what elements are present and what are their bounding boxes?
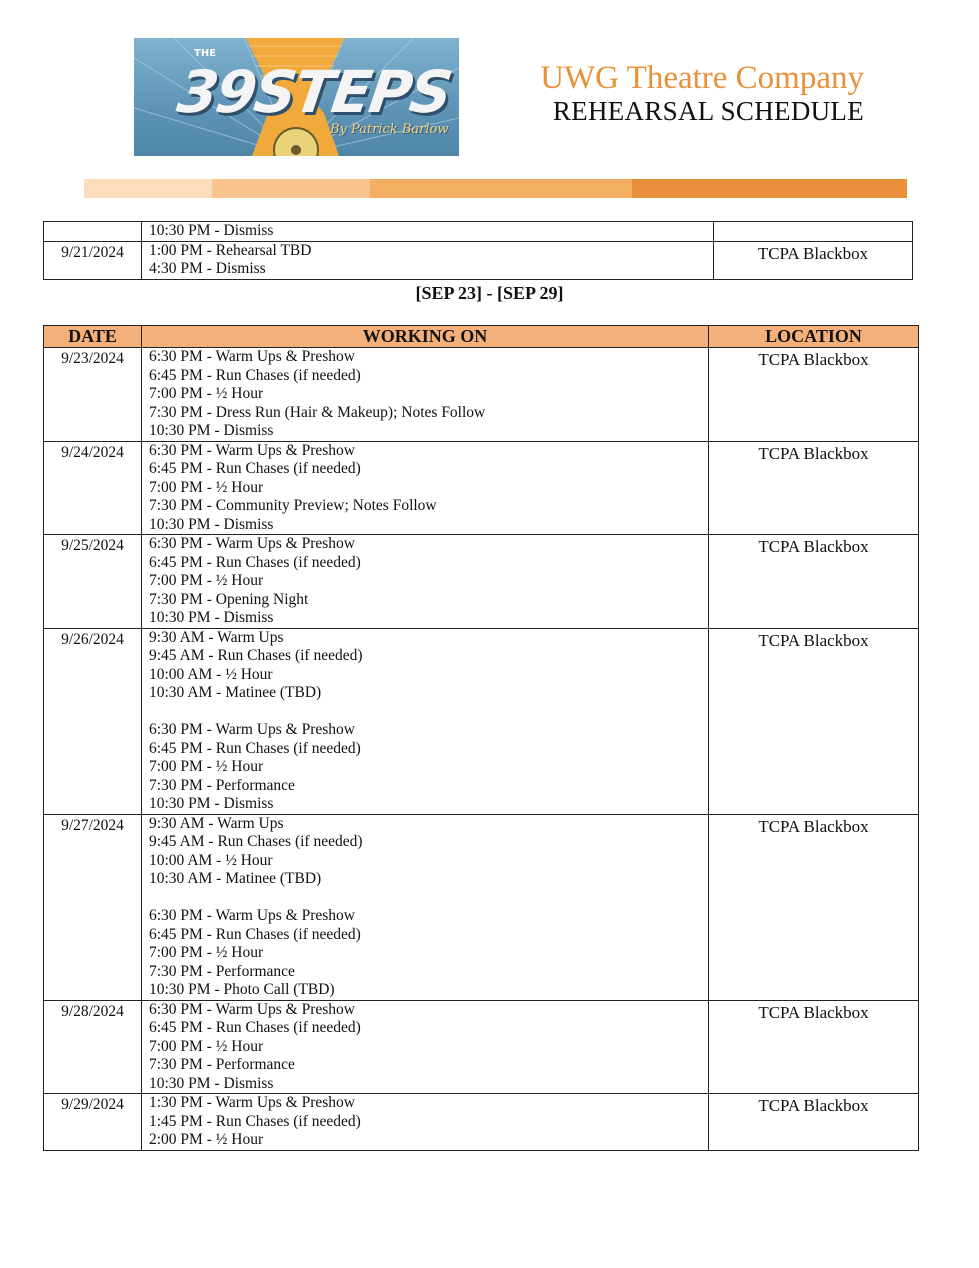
row-date: 9/25/2024 (44, 535, 142, 629)
logo-byline: By Patrick Barlow (330, 122, 449, 137)
header-location: LOCATION (709, 326, 919, 348)
activity-line: 6:30 PM - Warm Ups & Preshow (149, 907, 355, 924)
activity-line: 1:00 PM - Rehearsal TBD (149, 241, 312, 259)
table-row (44, 628, 919, 814)
activity-line: 10:30 PM - Dismiss (149, 1074, 274, 1092)
row-activities (142, 1000, 709, 1094)
activity-line: 6:45 PM - Run Chases (if needed) (149, 925, 361, 943)
activity-line: 6:45 PM - Run Chases (if needed) (149, 553, 361, 571)
accent-bar-segment (84, 179, 212, 198)
row-location: TCPA Blackbox (709, 1094, 919, 1151)
activity-line: 9:45 AM - Run Chases (if needed) (149, 833, 363, 850)
activity-line: 10:30 PM - Dismiss (149, 222, 274, 239)
table-header-row (44, 326, 919, 348)
blank-line (149, 703, 708, 722)
accent-bar-segment (212, 179, 370, 198)
row-activities (142, 535, 709, 629)
activity-line: 6:30 PM - Warm Ups & Preshow (149, 535, 355, 552)
show-logo (134, 38, 459, 156)
row-date: 9/23/2024 (44, 348, 142, 442)
activity-line: 7:00 PM - ½ Hour (149, 572, 264, 589)
table-row (44, 814, 919, 1000)
table-row (44, 1000, 919, 1094)
blank-line (149, 889, 708, 908)
activity-line: 6:30 PM - Warm Ups & Preshow (149, 348, 355, 365)
activity-line: 10:30 PM - Dismiss (149, 422, 274, 439)
row-location: TCPA Blackbox (709, 628, 919, 814)
document-title: REHEARSAL SCHEDULE (552, 96, 864, 126)
previous-week-table (43, 221, 913, 280)
activity-line: 6:45 PM - Run Chases (if needed) (149, 366, 361, 384)
accent-bar-segment (370, 179, 632, 198)
table-row (44, 348, 919, 442)
table-row (44, 222, 913, 242)
row-date: 9/28/2024 (44, 1000, 142, 1094)
table-row (44, 1094, 919, 1151)
logo-small-text: THE (194, 48, 217, 59)
row-date: 9/21/2024 (44, 241, 142, 279)
logo-title: 39STEPS (173, 58, 455, 126)
row-activities (142, 222, 714, 242)
activity-line: 10:30 AM - Matinee (TBD) (149, 684, 322, 701)
activity-line: 10:30 PM - Dismiss (149, 515, 274, 533)
org-name: UWG Theatre Company (540, 60, 864, 96)
row-location: TCPA Blackbox (709, 348, 919, 442)
activity-line: 7:30 PM - Performance (149, 1056, 295, 1073)
activity-line: 7:30 PM - Performance (149, 776, 295, 794)
activity-line: 6:30 PM - Warm Ups & Preshow (149, 721, 355, 738)
schedule-table (43, 325, 919, 1151)
activity-line: 10:30 PM - Photo Call (TBD) (149, 981, 335, 998)
activity-line: 1:30 PM - Warm Ups & Preshow (149, 1094, 355, 1111)
header-date: DATE (44, 326, 142, 348)
table-row (44, 441, 919, 535)
activity-line: 7:00 PM - ½ Hour (149, 478, 264, 496)
activity-line: 10:00 AM - ½ Hour (149, 665, 273, 683)
activity-line: 9:30 AM - Warm Ups (149, 628, 284, 646)
row-activities (142, 814, 709, 1000)
activity-line: 7:30 PM - Opening Night (149, 590, 309, 608)
row-activities (142, 348, 709, 442)
row-location: TCPA Blackbox (714, 241, 913, 279)
accent-bar-segment (632, 179, 907, 198)
activity-line: 4:30 PM - Dismiss (149, 260, 266, 277)
activity-line: 6:45 PM - Run Chases (if needed) (149, 739, 361, 757)
row-location: TCPA Blackbox (709, 535, 919, 629)
row-activities (142, 1094, 709, 1151)
activity-line: 7:00 PM - ½ Hour (149, 758, 264, 775)
table-row (44, 535, 919, 629)
table-row (44, 241, 913, 279)
row-location: TCPA Blackbox (709, 814, 919, 1000)
row-date: 9/29/2024 (44, 1094, 142, 1151)
row-activities (142, 628, 709, 814)
week-heading: [SEP 23] - [SEP 29] (415, 283, 564, 303)
activity-line: 7:30 PM - Community Preview; Notes Follow (149, 497, 437, 514)
row-activities (142, 441, 709, 535)
activity-line: 6:45 PM - Run Chases (if needed) (149, 1019, 361, 1036)
activity-line: 7:00 PM - ½ Hour (149, 944, 264, 961)
activity-line: 7:30 PM - Dress Run (Hair & Makeup); Notes Follow (149, 403, 486, 421)
activity-line: 1:45 PM - Run Chases (if needed) (149, 1112, 361, 1130)
activity-line: 6:45 PM - Run Chases (if needed) (149, 460, 361, 477)
row-date (44, 222, 142, 242)
header-working-on: WORKING ON (142, 326, 709, 348)
activity-line: 10:30 PM - Dismiss (149, 609, 274, 626)
row-date: 9/26/2024 (44, 628, 142, 814)
activity-line: 6:30 PM - Warm Ups & Preshow (149, 441, 355, 459)
activity-line: 9:30 AM - Warm Ups (149, 814, 284, 832)
row-location: TCPA Blackbox (709, 441, 919, 535)
row-activities (142, 241, 714, 279)
activity-line: 2:00 PM - ½ Hour (149, 1131, 264, 1148)
activity-line: 6:30 PM - Warm Ups & Preshow (149, 1000, 355, 1018)
row-location (714, 222, 913, 242)
activity-line: 10:30 PM - Dismiss (149, 795, 274, 812)
activity-line: 7:00 PM - ½ Hour (149, 385, 264, 402)
row-date: 9/27/2024 (44, 814, 142, 1000)
activity-line: 10:30 AM - Matinee (TBD) (149, 870, 322, 887)
activity-line: 7:30 PM - Performance (149, 962, 295, 980)
activity-line: 10:00 AM - ½ Hour (149, 851, 273, 869)
activity-line: 7:00 PM - ½ Hour (149, 1037, 264, 1055)
row-location: TCPA Blackbox (709, 1000, 919, 1094)
activity-line: 9:45 AM - Run Chases (if needed) (149, 647, 363, 664)
row-date: 9/24/2024 (44, 441, 142, 535)
